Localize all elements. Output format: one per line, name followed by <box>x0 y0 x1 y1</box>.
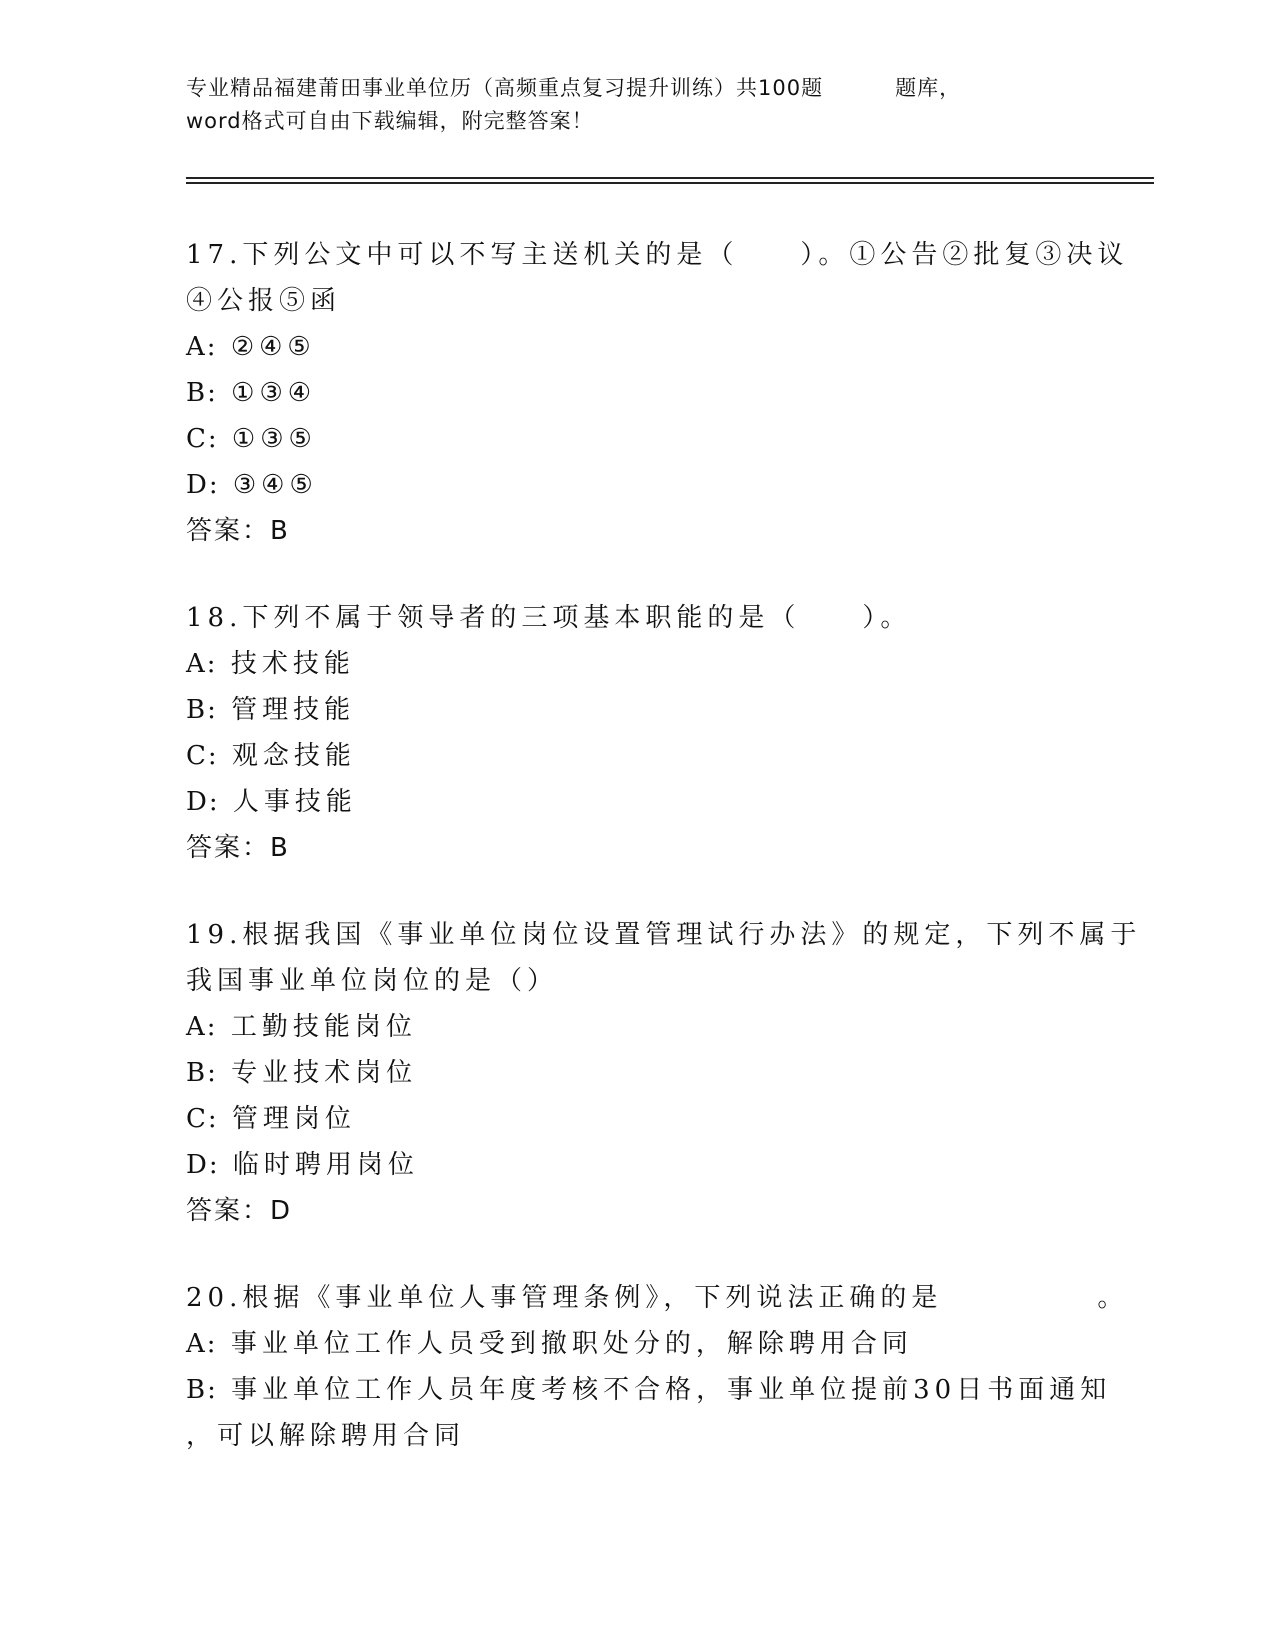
option-text: 人事技能 <box>232 787 357 817</box>
question-block <box>186 912 1142 1234</box>
document-header <box>186 72 1066 138</box>
answer-key: 答案：D <box>186 1196 293 1226</box>
answer-option <box>186 1096 1086 1142</box>
option-letter: D: <box>186 1150 220 1180</box>
answer-option <box>186 779 1086 825</box>
option-text: 工勤技能岗位 <box>230 1012 417 1042</box>
answer-option <box>186 370 1086 416</box>
question-stem-line: 我国事业单位岗位的是（） <box>186 966 559 996</box>
question-block <box>186 595 1086 871</box>
option-text: ①③④ <box>231 378 317 408</box>
answer-option <box>186 1413 1086 1459</box>
header-title: 专业精品福建莆田事业单位历（高频重点复习提升训练）共100题 <box>186 76 824 100</box>
header-line-2: word格式可自由下载编辑，附完整答案！ <box>186 109 594 133</box>
option-text: 事业单位工作人员受到撤职处分的，解除聘用合同 <box>230 1329 913 1359</box>
option-text: ②④⑤ <box>230 332 316 362</box>
option-letter: A: <box>186 332 218 362</box>
option-letter: B: <box>186 1058 218 1088</box>
header-divider-top <box>186 177 1154 179</box>
question-stem-line: 20.根据《事业单位人事管理条例》，下列说法正确的是 。 <box>186 1283 1129 1313</box>
answer-option <box>186 1367 1112 1413</box>
option-text: 观念技能 <box>231 741 356 771</box>
option-letter: A: <box>186 1329 218 1359</box>
option-text: 事业单位工作人员年度考核不合格，事业单位提前30日书面通知 <box>231 1375 1112 1405</box>
option-text: 临时聘用岗位 <box>232 1150 419 1180</box>
option-letter: D: <box>186 470 220 500</box>
option-letter: B: <box>186 1375 218 1405</box>
option-text: ①③⑤ <box>231 424 317 454</box>
answer-option <box>186 1321 1086 1367</box>
header-title-tail: 题库， <box>895 76 962 100</box>
header-line-1 <box>186 72 1066 105</box>
option-letter: C: <box>186 1104 219 1134</box>
option-letter: A: <box>186 1012 218 1042</box>
answer-option <box>186 641 1086 687</box>
option-letter: A: <box>186 649 218 679</box>
option-letter: B: <box>186 695 218 725</box>
answer-option <box>186 1004 1086 1050</box>
option-letter: C: <box>186 741 219 771</box>
answer-option <box>186 462 1086 508</box>
option-letter: D: <box>186 787 220 817</box>
question-block <box>186 1275 1129 1459</box>
question-list <box>186 232 1142 1500</box>
question-block <box>186 232 1129 554</box>
answer-option <box>186 687 1086 733</box>
header-divider-bottom <box>186 182 1154 184</box>
question-stem-line: ④公报⑤函 <box>186 286 342 316</box>
option-text: 技术技能 <box>230 649 355 679</box>
answer-key: 答案：B <box>186 516 290 546</box>
answer-option <box>186 733 1086 779</box>
option-letter: C: <box>186 424 219 454</box>
answer-key: 答案：B <box>186 833 290 863</box>
option-text: 管理技能 <box>231 695 356 725</box>
question-stem-line: 19.根据我国《事业单位岗位设置管理试行办法》的规定，下列不属于 <box>186 920 1142 950</box>
option-text: 专业技术岗位 <box>231 1058 418 1088</box>
option-letter: B: <box>186 378 218 408</box>
option-text: ，可以解除聘用合同 <box>186 1421 466 1451</box>
answer-option <box>186 1142 1086 1188</box>
answer-option <box>186 1050 1086 1096</box>
answer-option <box>186 416 1086 462</box>
option-text: 管理岗位 <box>231 1104 356 1134</box>
question-stem-line: 17.下列公文中可以不写主送机关的是（ ）。①公告②批复③决议 <box>186 240 1129 270</box>
answer-option <box>186 324 1086 370</box>
question-stem-line: 18.下列不属于领导者的三项基本职能的是（ ）。 <box>186 603 912 633</box>
option-text: ③④⑤ <box>232 470 318 500</box>
